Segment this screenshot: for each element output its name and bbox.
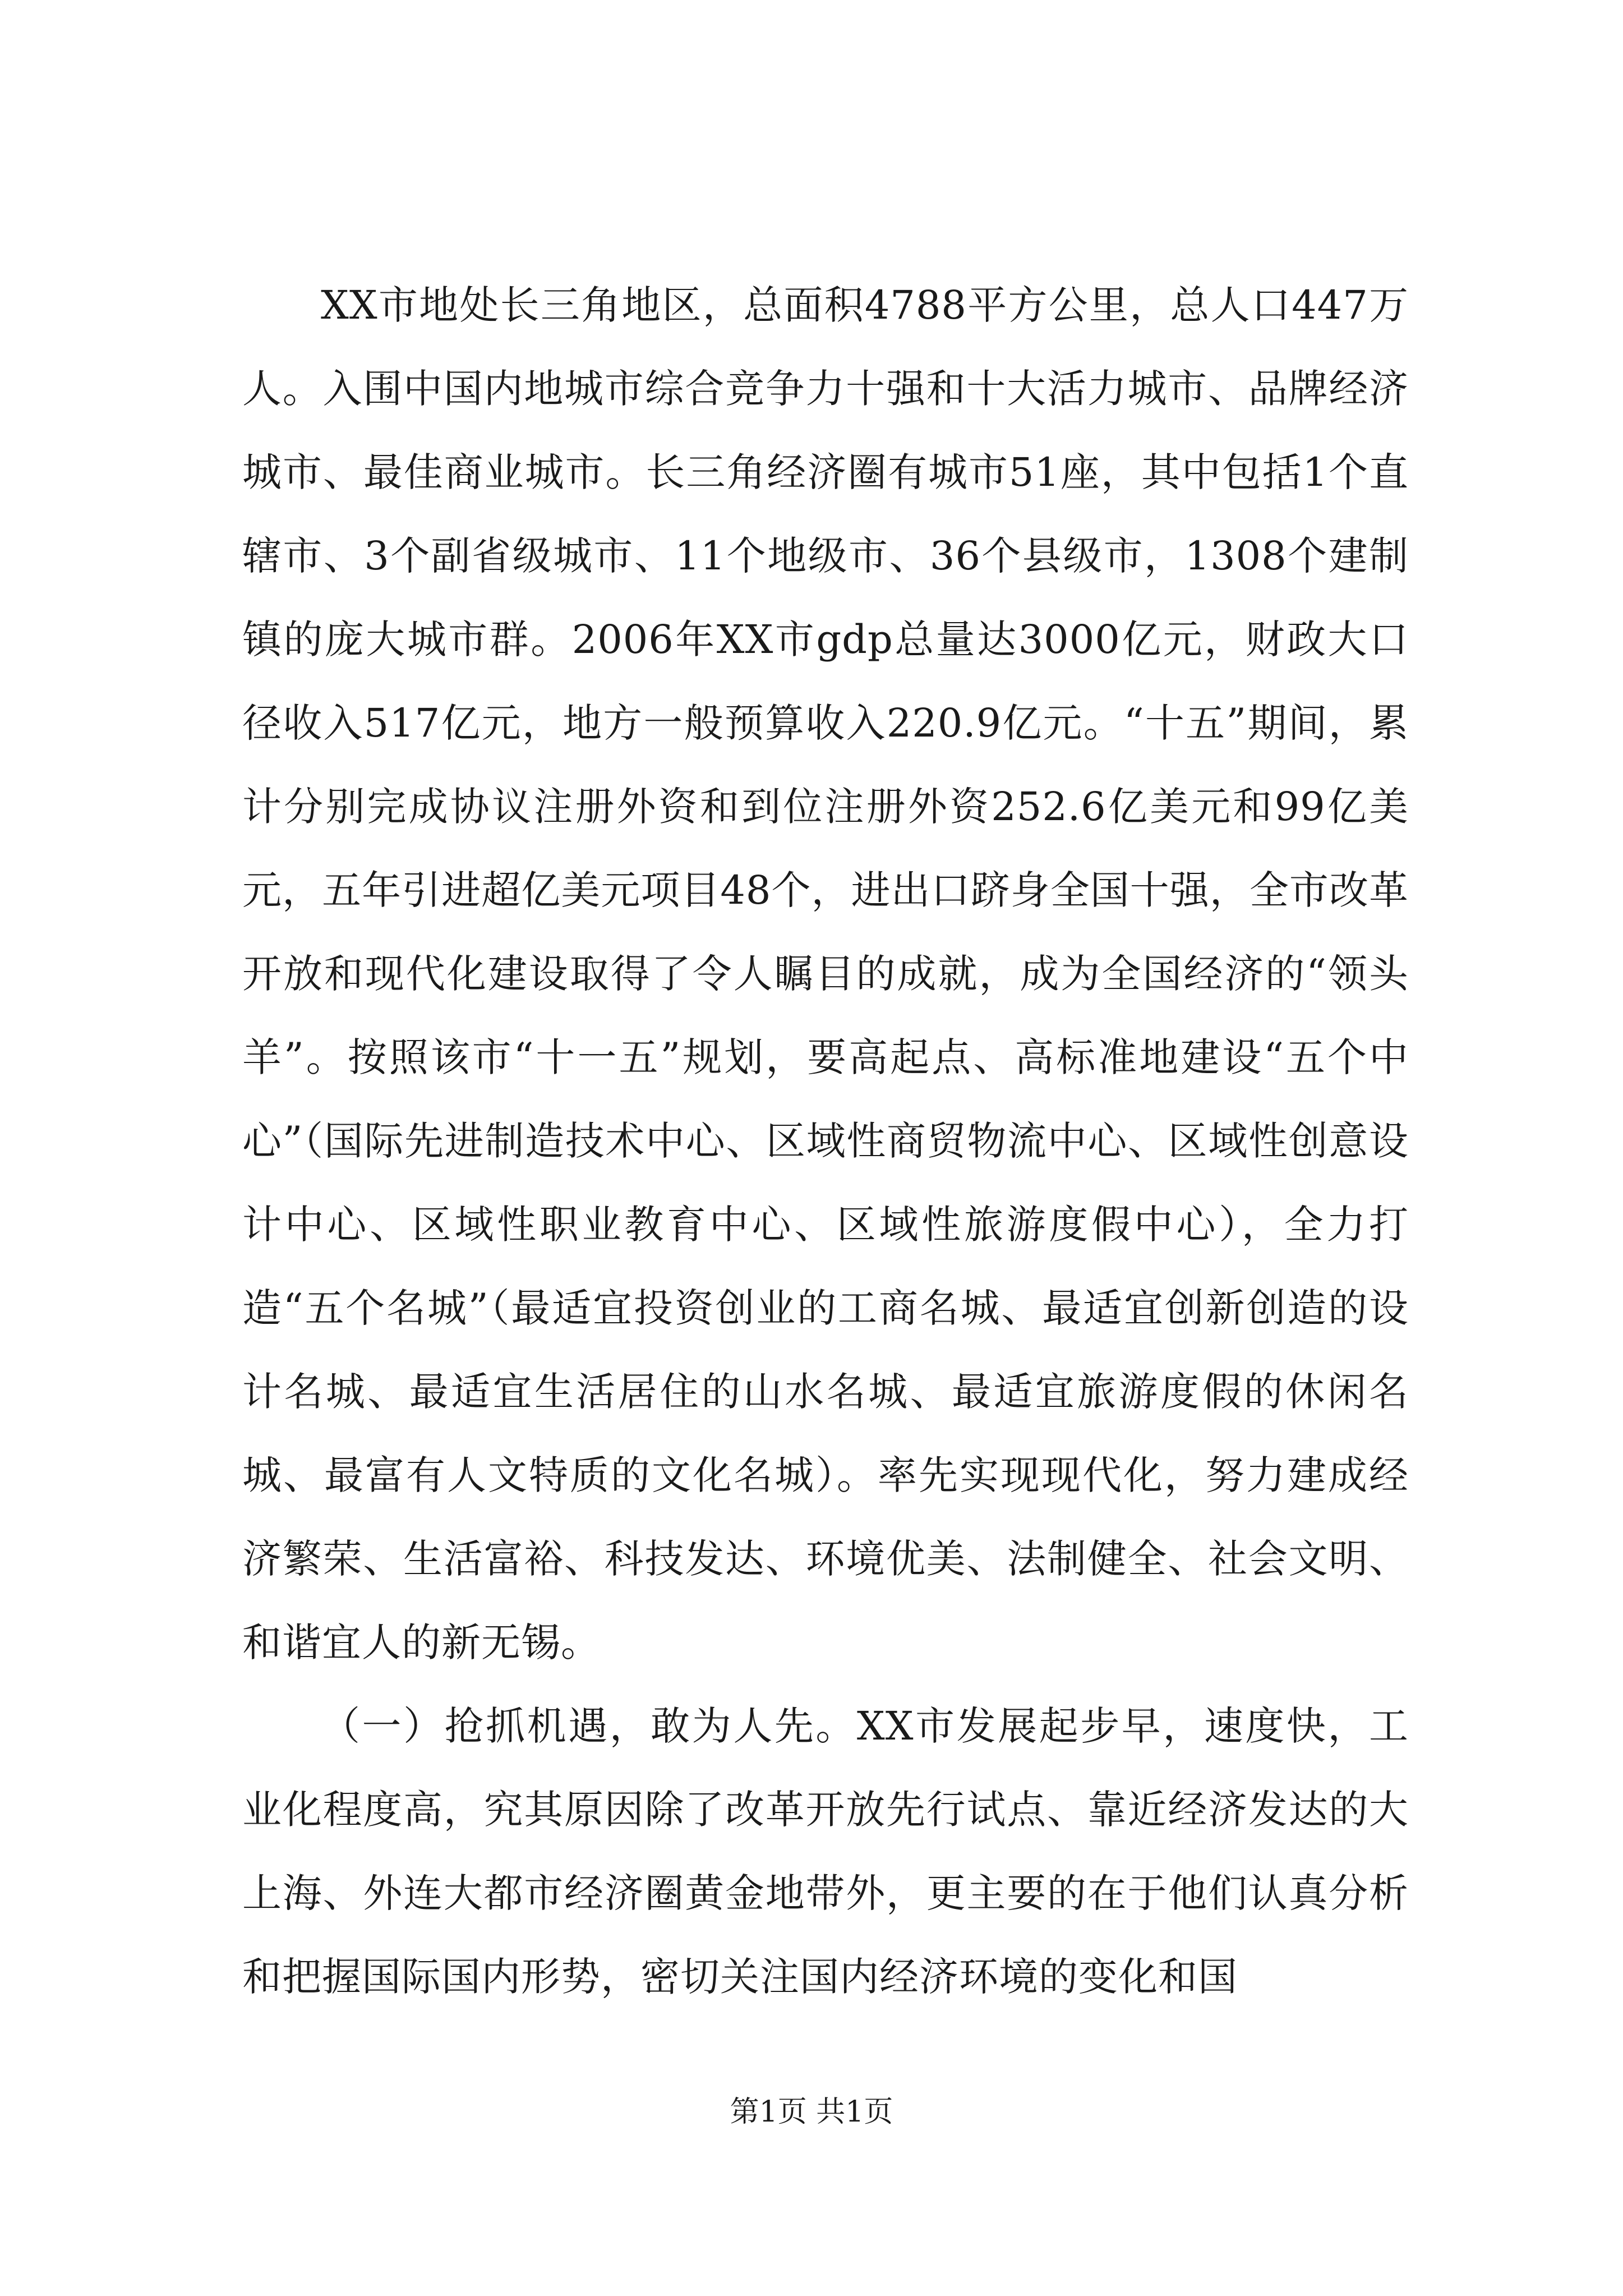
- paragraph-seize-opportunities: （一）抢抓机遇，敢为人先。XX市发展起步早，速度快，工业化程度高，究其原因除了改革开放先行试点、靠近经济发达的大上海、外连大都市经济圈黄金地带外，更主要的在于他们认真分析和把握国际国内形势，密切关注国内经济环境的变化和国: [242, 1703, 1409, 2000]
- document-body: [242, 264, 1409, 2019]
- page-footer: 第1页 共1页: [730, 2095, 893, 2129]
- paragraph-city-overview: XX市地处长三角地区，总面积4788平方公里，总人口447万人。入围中国内地城市综合竞争力十强和十大活力城市、品牌经济城市、最佳商业城市。长三角经济圈有城市51座，其中包括1个直辖市、3个副省级城市、11个地级市、36个县级市，1308个建制镇的庞大城市群。2006年XX市gdp总量达3000亿元，财政大口径收入517亿元，地方一般预算收入220.9亿元。“十五”期间，累计分别完成协议注册外资和到位注册外资252.6亿美元和99亿美元，五年引进超亿美元项目48个，进出口跻身全国十强，全市改革开放和现代化建设取得了令人瞩目的成就，成为全国经济的“领头羊”。按照该市“十一五”规划，要高起点、高标准地建设“五个中心”（国际先进制造技术中心、区域性商贸物流中心、区域性创意设计中心、区域性职业教育中心、区域性旅游度假中心），全力打造“五个名城”（最适宜投资创业的工商名城、最适宜创新创造的设计名城、最适宜生活居住的山水名城、最适宜旅游度假的休闲名城、最富有人文特质的文化名城）。率先实现现代化，努力建成经济繁荣、生活富裕、科技发达、环境优美、法制健全、社会文明、和谐宜人的新无锡。: [242, 282, 1409, 1665]
